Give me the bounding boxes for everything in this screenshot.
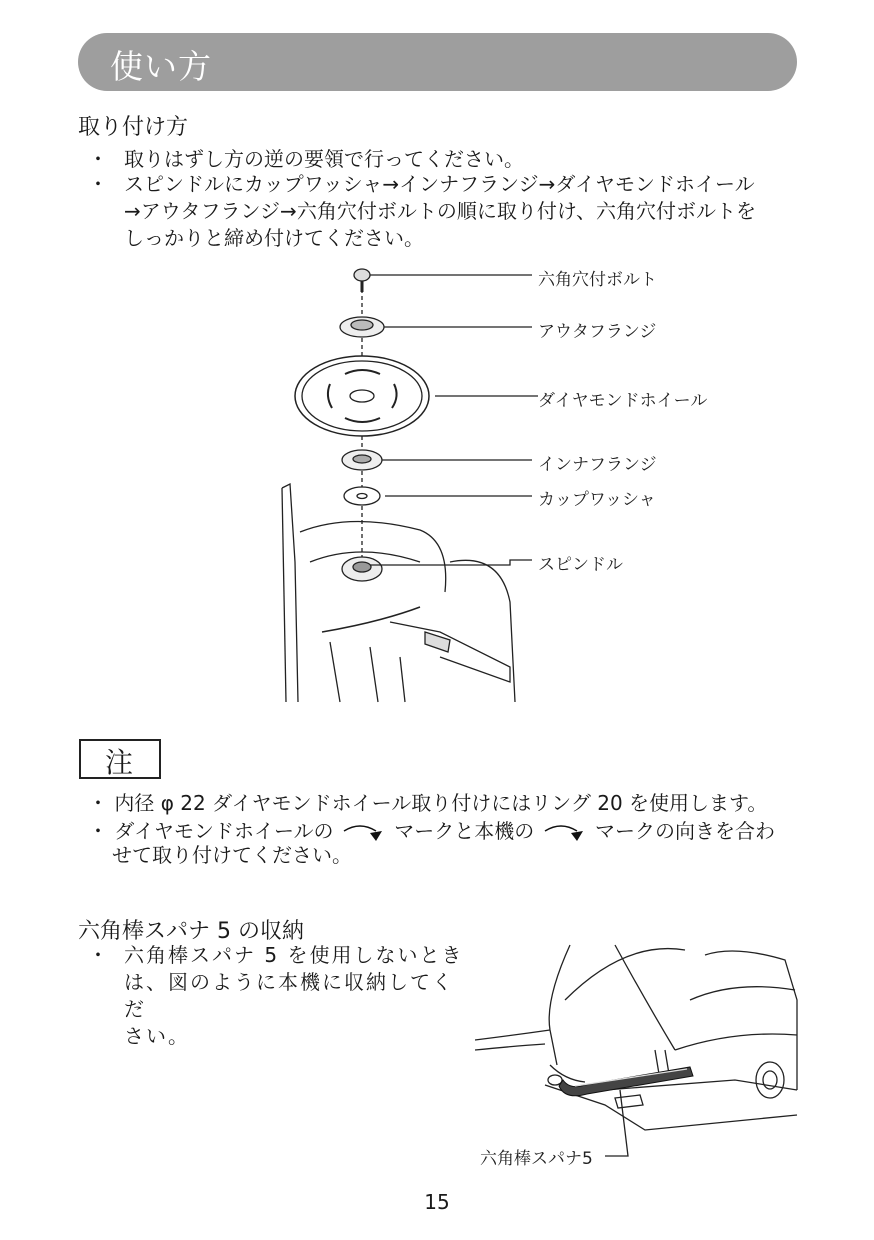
diamond-wheel-part <box>295 356 429 436</box>
page-title: 使い方 <box>110 47 212 86</box>
wrench-leader-line <box>605 1090 628 1156</box>
note-line-1: ・ 内径 φ 22 ダイヤモンドホイール取り付けにはリング 20 を使用します。 <box>88 791 768 815</box>
bullet-text: 取りはずし方の逆の要領で行ってください。 <box>124 147 524 171</box>
note-line-2c: マークの向きを合わ <box>595 819 775 843</box>
inner-flange-part <box>342 450 382 470</box>
direction-arrow-icon <box>541 822 589 844</box>
bullet-dot: ・ <box>88 147 108 171</box>
hex-bolt-part <box>354 269 370 292</box>
callout-hex-bolt: 六角穴付ボルト <box>538 270 657 290</box>
page-number: 15 <box>424 1190 450 1214</box>
callout-cup-washer: カップワッシャ <box>538 490 656 510</box>
bullet-text: スピンドルにカップワッシャ→インナフランジ→ダイヤモンドホイール →アウタフランジ→六角穴付ボルトの順に取り付け、六角穴付ボルトを しっかりと締め付けてください。 <box>124 172 757 250</box>
section-header-bar <box>78 33 797 91</box>
note-line-2a: ・ ダイヤモンドホイールの <box>88 819 334 843</box>
section-title-mounting: 取り付け方 <box>78 115 189 140</box>
callout-spindle: スピンドル <box>538 555 623 575</box>
machine-body-drawing <box>282 484 515 702</box>
callout-inner-flange: インナフランジ <box>538 455 657 475</box>
note-label: 注 <box>105 746 134 779</box>
note-line-2 <box>88 818 775 844</box>
note-line-2b: マークと本機の <box>394 819 535 843</box>
callout-diamond-wheel: ダイヤモンドホイール <box>538 391 708 411</box>
wheel-assembly-diagram <box>270 262 540 707</box>
section-title-storage: 六角棒スパナ 5 の収納 <box>78 919 304 944</box>
note-box <box>79 739 161 779</box>
list-item <box>88 942 468 1048</box>
callout-outer-flange: アウタフランジ <box>538 322 657 342</box>
wrench-storage-diagram <box>475 940 800 1170</box>
list-item <box>88 171 808 255</box>
note-line-3: せて取り付けてください。 <box>112 843 352 867</box>
bullet-dot: ・ <box>88 943 108 967</box>
outer-flange-part <box>340 317 384 337</box>
cup-washer-part <box>344 487 380 505</box>
bullet-text: 六角棒スパナ 5 を使用しないとき は、図のように本機に収納してくだ さい。 <box>124 943 464 1048</box>
direction-arrow-icon <box>340 822 388 844</box>
bullet-dot: ・ <box>88 172 108 196</box>
callout-hex-wrench: 六角棒スパナ5 <box>480 1149 593 1169</box>
